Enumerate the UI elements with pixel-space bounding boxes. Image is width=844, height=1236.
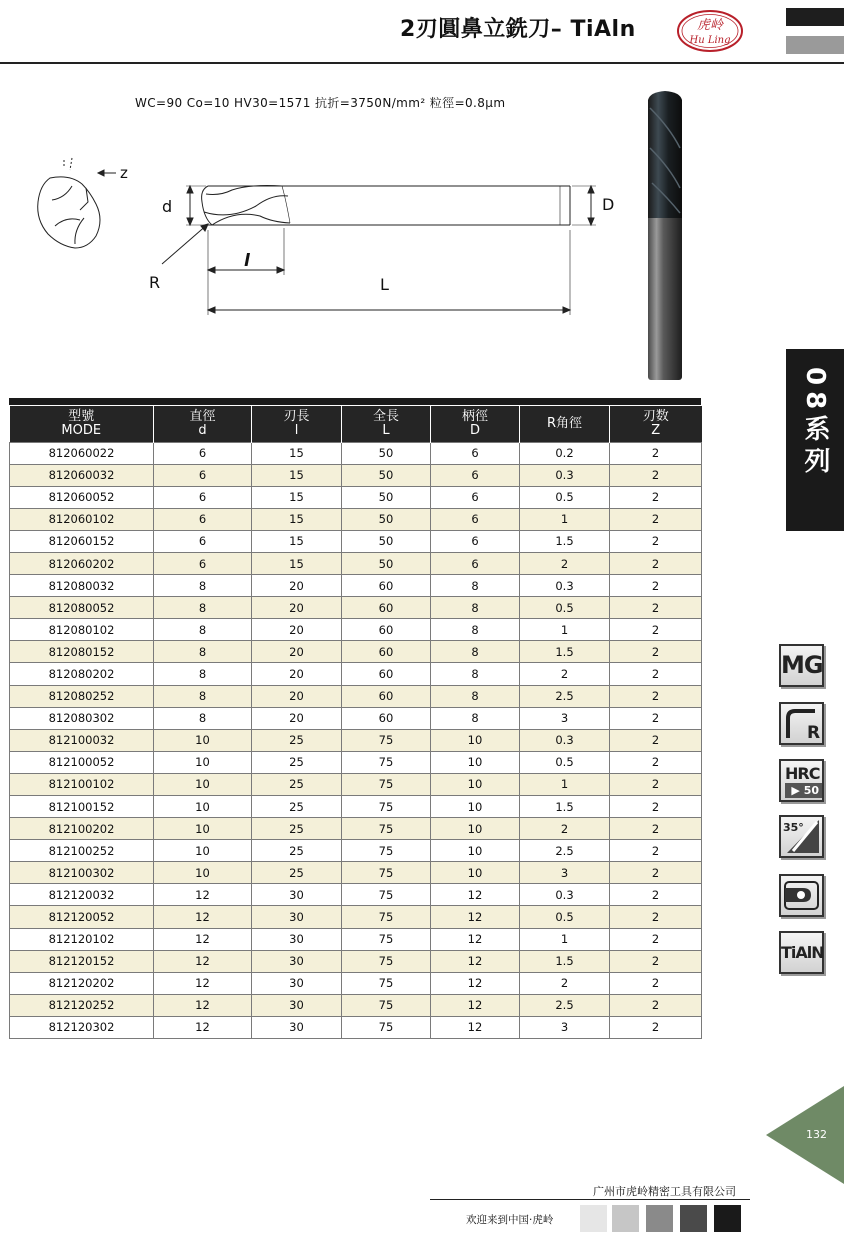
table-row [10, 796, 702, 818]
corner-radius-end-icon [779, 874, 824, 917]
cell-model: 812100102 [10, 773, 154, 795]
cell-model: 812060032 [10, 464, 154, 486]
cell-shank-diameter: 10 [431, 751, 520, 773]
logo-text-top: 虎岭 [696, 18, 724, 33]
cell-flute-length: 25 [252, 796, 342, 818]
table-row [10, 641, 702, 663]
cell-corner-radius: 0.3 [520, 464, 610, 486]
cell-model: 812100252 [10, 840, 154, 862]
cell-flute-length: 15 [252, 530, 342, 552]
cell-shank-diameter: 6 [431, 464, 520, 486]
cell-diameter: 10 [154, 840, 252, 862]
cell-flute-length: 20 [252, 597, 342, 619]
cell-model: 812060202 [10, 552, 154, 574]
series-tab [786, 349, 844, 531]
cell-diameter: 10 [154, 818, 252, 840]
cell-corner-radius: 1.5 [520, 950, 610, 972]
cell-diameter: 12 [154, 884, 252, 906]
cell-flute-length: 15 [252, 442, 342, 464]
cell-model: 812080102 [10, 619, 154, 641]
cell-flutes: 2 [610, 685, 702, 707]
footer-swatch [714, 1205, 741, 1232]
corner-radius-icon [779, 702, 824, 745]
cell-flute-length: 30 [252, 994, 342, 1016]
cell-diameter: 8 [154, 663, 252, 685]
cell-overall-length: 60 [342, 685, 431, 707]
cell-diameter: 12 [154, 928, 252, 950]
cell-corner-radius: 2 [520, 972, 610, 994]
cell-flute-length: 20 [252, 575, 342, 597]
brand-logo [675, 8, 745, 54]
cell-diameter: 12 [154, 972, 252, 994]
cell-overall-length: 50 [342, 464, 431, 486]
cell-shank-diameter: 10 [431, 773, 520, 795]
header-block-dark [786, 8, 844, 26]
cell-overall-length: 75 [342, 884, 431, 906]
cell-model: 812100152 [10, 796, 154, 818]
cell-diameter: 10 [154, 751, 252, 773]
cell-diameter: 12 [154, 994, 252, 1016]
tialn-coating-icon: TiAlN [779, 931, 824, 974]
table-row [10, 818, 702, 840]
cell-flutes: 2 [610, 862, 702, 884]
cell-shank-diameter: 8 [431, 575, 520, 597]
cell-corner-radius: 0.5 [520, 751, 610, 773]
cell-overall-length: 75 [342, 751, 431, 773]
dim-L-overall: L [380, 275, 389, 294]
header-block-grey [786, 36, 844, 54]
footer-swatch [646, 1205, 673, 1232]
cell-corner-radius: 2.5 [520, 685, 610, 707]
cell-flutes: 2 [610, 928, 702, 950]
cell-diameter: 6 [154, 508, 252, 530]
cell-flutes: 2 [610, 663, 702, 685]
cell-flute-length: 20 [252, 663, 342, 685]
cell-flutes: 2 [610, 486, 702, 508]
cell-corner-radius: 1.5 [520, 530, 610, 552]
footer-swatch [680, 1205, 707, 1232]
cell-flute-length: 25 [252, 729, 342, 751]
cell-flute-length: 15 [252, 486, 342, 508]
table-row [10, 619, 702, 641]
cell-shank-diameter: 8 [431, 641, 520, 663]
table-row [10, 773, 702, 795]
cell-model: 812060152 [10, 530, 154, 552]
tool-photo [640, 88, 690, 383]
cell-diameter: 12 [154, 906, 252, 928]
cell-flutes: 2 [610, 707, 702, 729]
cell-corner-radius: 2.5 [520, 840, 610, 862]
cell-flutes: 2 [610, 597, 702, 619]
page-title: 2刃圓鼻立銑刀– TiAln [400, 17, 636, 42]
cell-flutes: 2 [610, 840, 702, 862]
cell-corner-radius: 0.3 [520, 575, 610, 597]
cell-shank-diameter: 8 [431, 707, 520, 729]
cell-overall-length: 60 [342, 641, 431, 663]
dim-R: R [149, 273, 161, 292]
logo-text-bottom: Hu Ling [689, 35, 731, 46]
cell-flutes: 2 [610, 1016, 702, 1038]
mg-grade-icon: MG [779, 644, 824, 687]
cell-shank-diameter: 12 [431, 950, 520, 972]
cell-flutes: 2 [610, 729, 702, 751]
helix-angle-icon [779, 815, 824, 858]
company-name: 广州市虎岭精密工具有限公司 [593, 1185, 736, 1198]
cell-flute-length: 30 [252, 1016, 342, 1038]
cell-diameter: 10 [154, 729, 252, 751]
cell-shank-diameter: 8 [431, 597, 520, 619]
table-row [10, 729, 702, 751]
cell-overall-length: 75 [342, 906, 431, 928]
table-row [10, 884, 702, 906]
cell-flute-length: 30 [252, 906, 342, 928]
hardness-icon [779, 759, 824, 802]
cell-diameter: 10 [154, 773, 252, 795]
cell-flute-length: 30 [252, 928, 342, 950]
cell-overall-length: 50 [342, 508, 431, 530]
cell-diameter: 8 [154, 619, 252, 641]
cell-corner-radius: 1.5 [520, 796, 610, 818]
cell-flute-length: 15 [252, 464, 342, 486]
cell-diameter: 6 [154, 486, 252, 508]
cell-shank-diameter: 6 [431, 530, 520, 552]
cell-flutes: 2 [610, 575, 702, 597]
dim-D-shank: D [602, 195, 615, 214]
table-row [10, 972, 702, 994]
cell-flute-length: 15 [252, 508, 342, 530]
cell-model: 812100202 [10, 818, 154, 840]
cell-flute-length: 20 [252, 619, 342, 641]
cell-shank-diameter: 8 [431, 663, 520, 685]
cell-corner-radius: 0.3 [520, 884, 610, 906]
table-top-bar [9, 398, 701, 405]
cell-model: 812120302 [10, 1016, 154, 1038]
tool-dimension-drawing [20, 140, 620, 330]
cell-shank-diameter: 12 [431, 972, 520, 994]
cell-overall-length: 75 [342, 928, 431, 950]
cell-diameter: 8 [154, 641, 252, 663]
cell-corner-radius: 2 [520, 663, 610, 685]
col-header-corner-radius: R角徑 [520, 406, 610, 442]
cell-model: 812120032 [10, 884, 154, 906]
footer-rule [430, 1199, 750, 1200]
cell-flute-length: 25 [252, 862, 342, 884]
cell-model: 812100052 [10, 751, 154, 773]
cell-model: 812120202 [10, 972, 154, 994]
cell-shank-diameter: 12 [431, 994, 520, 1016]
table-row [10, 552, 702, 574]
cell-model: 812120152 [10, 950, 154, 972]
cell-shank-diameter: 10 [431, 862, 520, 884]
cell-corner-radius: 2 [520, 552, 610, 574]
cell-overall-length: 60 [342, 663, 431, 685]
cell-flute-length: 30 [252, 950, 342, 972]
page-number: 132 [806, 1128, 827, 1141]
cell-model: 812060102 [10, 508, 154, 530]
cell-flutes: 2 [610, 994, 702, 1016]
cell-flutes: 2 [610, 796, 702, 818]
cell-flutes: 2 [610, 773, 702, 795]
col-header-diameter: 直徑 d [154, 406, 252, 442]
table-row [10, 950, 702, 972]
cell-flutes: 2 [610, 906, 702, 928]
cell-diameter: 10 [154, 862, 252, 884]
cell-diameter: 8 [154, 707, 252, 729]
cell-diameter: 12 [154, 950, 252, 972]
table-row [10, 862, 702, 884]
cell-shank-diameter: 12 [431, 906, 520, 928]
cell-flutes: 2 [610, 552, 702, 574]
hardness-label: HRC [785, 764, 820, 783]
cell-overall-length: 50 [342, 530, 431, 552]
table-row [10, 994, 702, 1016]
cell-model: 812080252 [10, 685, 154, 707]
cell-corner-radius: 1 [520, 773, 610, 795]
cell-shank-diameter: 6 [431, 508, 520, 530]
table-row [10, 508, 702, 530]
cell-model: 812080032 [10, 575, 154, 597]
cell-shank-diameter: 10 [431, 796, 520, 818]
cell-flutes: 2 [610, 530, 702, 552]
cell-overall-length: 60 [342, 707, 431, 729]
cell-model: 812060022 [10, 442, 154, 464]
cell-model: 812060052 [10, 486, 154, 508]
cell-flute-length: 30 [252, 972, 342, 994]
table-row [10, 530, 702, 552]
cell-corner-radius: 2 [520, 818, 610, 840]
cell-shank-diameter: 12 [431, 884, 520, 906]
cell-shank-diameter: 10 [431, 729, 520, 751]
cell-overall-length: 75 [342, 840, 431, 862]
col-header-shank-diameter: 柄徑 D [431, 406, 520, 442]
cell-diameter: 8 [154, 597, 252, 619]
table-row [10, 663, 702, 685]
cell-overall-length: 75 [342, 729, 431, 751]
cell-corner-radius: 0.5 [520, 597, 610, 619]
cell-flutes: 2 [610, 619, 702, 641]
corner-radius-letter: R [807, 723, 821, 743]
col-header-flute-length: 刃長 l [252, 406, 342, 442]
cell-overall-length: 50 [342, 442, 431, 464]
table-row [10, 464, 702, 486]
col-header-overall-length: 全長 L [342, 406, 431, 442]
cell-flute-length: 20 [252, 685, 342, 707]
cell-model: 812100302 [10, 862, 154, 884]
col-header-flutes: 刃数 Z [610, 406, 702, 442]
cell-flute-length: 25 [252, 840, 342, 862]
cell-flutes: 2 [610, 972, 702, 994]
series-label: 08系列 [800, 367, 830, 480]
cell-corner-radius: 1 [520, 619, 610, 641]
cell-model: 812120252 [10, 994, 154, 1016]
cell-overall-length: 60 [342, 597, 431, 619]
cell-shank-diameter: 10 [431, 840, 520, 862]
table-row [10, 486, 702, 508]
flute-profile [202, 186, 212, 225]
cell-overall-length: 75 [342, 994, 431, 1016]
page-corner-tab [766, 1086, 844, 1184]
table-row [10, 906, 702, 928]
cell-shank-diameter: 12 [431, 928, 520, 950]
cell-corner-radius: 0.5 [520, 906, 610, 928]
cell-flute-length: 15 [252, 552, 342, 574]
cell-flutes: 2 [610, 464, 702, 486]
footer-swatch [580, 1205, 607, 1232]
cell-corner-radius: 3 [520, 1016, 610, 1038]
table-row [10, 1016, 702, 1038]
cell-corner-radius: 3 [520, 707, 610, 729]
cell-flutes: 2 [610, 641, 702, 663]
cell-shank-diameter: 8 [431, 685, 520, 707]
cell-overall-length: 75 [342, 796, 431, 818]
dim-l-flute: l [244, 251, 250, 271]
cell-overall-length: 75 [342, 972, 431, 994]
cell-shank-diameter: 6 [431, 442, 520, 464]
table-row [10, 707, 702, 729]
cell-shank-diameter: 8 [431, 619, 520, 641]
cell-overall-length: 60 [342, 575, 431, 597]
cell-model: 812120052 [10, 906, 154, 928]
cell-shank-diameter: 6 [431, 486, 520, 508]
table-row [10, 442, 702, 464]
cell-corner-radius: 1.5 [520, 641, 610, 663]
cell-shank-diameter: 12 [431, 1016, 520, 1038]
cell-shank-diameter: 10 [431, 818, 520, 840]
cell-diameter: 6 [154, 552, 252, 574]
helix-angle-value: 35° [783, 821, 804, 834]
dim-z: z [120, 164, 128, 182]
cell-corner-radius: 0.2 [520, 442, 610, 464]
cell-overall-length: 75 [342, 1016, 431, 1038]
cell-flute-length: 25 [252, 751, 342, 773]
end-view [38, 177, 100, 248]
cell-model: 812080302 [10, 707, 154, 729]
material-specs: WC=90 Co=10 HV30=1571 抗折=3750N/mm² 粒徑=0.8μm [135, 96, 506, 110]
cell-flute-length: 20 [252, 707, 342, 729]
cell-diameter: 6 [154, 530, 252, 552]
cell-diameter: 6 [154, 464, 252, 486]
product-table [9, 398, 701, 1039]
cell-flute-length: 20 [252, 641, 342, 663]
cell-flutes: 2 [610, 442, 702, 464]
cell-flutes: 2 [610, 751, 702, 773]
table-row [10, 597, 702, 619]
cell-shank-diameter: 6 [431, 552, 520, 574]
table-row [10, 685, 702, 707]
cell-overall-length: 50 [342, 486, 431, 508]
cell-model: 812080052 [10, 597, 154, 619]
cell-model: 812120102 [10, 928, 154, 950]
cell-model: 812100032 [10, 729, 154, 751]
cell-overall-length: 60 [342, 619, 431, 641]
cell-flutes: 2 [610, 950, 702, 972]
cell-overall-length: 75 [342, 773, 431, 795]
cell-corner-radius: 0.3 [520, 729, 610, 751]
cell-overall-length: 75 [342, 818, 431, 840]
cell-flute-length: 30 [252, 884, 342, 906]
cell-corner-radius: 0.5 [520, 486, 610, 508]
cell-diameter: 6 [154, 442, 252, 464]
col-header-model: 型號 MODE [10, 406, 154, 442]
cell-flutes: 2 [610, 818, 702, 840]
cell-flute-length: 25 [252, 773, 342, 795]
cell-diameter: 8 [154, 575, 252, 597]
cell-diameter: 8 [154, 685, 252, 707]
table-row [10, 928, 702, 950]
cell-corner-radius: 3 [520, 862, 610, 884]
cell-model: 812080202 [10, 663, 154, 685]
cell-diameter: 12 [154, 1016, 252, 1038]
cell-flutes: 2 [610, 884, 702, 906]
cell-overall-length: 50 [342, 552, 431, 574]
cell-corner-radius: 1 [520, 508, 610, 530]
table-row [10, 751, 702, 773]
cell-diameter: 10 [154, 796, 252, 818]
footer-swatch [612, 1205, 639, 1232]
table-row [10, 575, 702, 597]
cell-flute-length: 25 [252, 818, 342, 840]
table-row [10, 840, 702, 862]
cell-overall-length: 75 [342, 862, 431, 884]
dim-d-small: d [162, 197, 173, 216]
welcome-text: 欢迎来到中国·虎岭 [466, 1214, 554, 1226]
cell-model: 812080152 [10, 641, 154, 663]
cell-corner-radius: 1 [520, 928, 610, 950]
table-header-row [10, 406, 702, 442]
cell-corner-radius: 2.5 [520, 994, 610, 1016]
hardness-value: ▶ 50 [785, 783, 822, 798]
cell-flutes: 2 [610, 508, 702, 530]
cell-overall-length: 75 [342, 950, 431, 972]
header-rule [0, 62, 844, 64]
